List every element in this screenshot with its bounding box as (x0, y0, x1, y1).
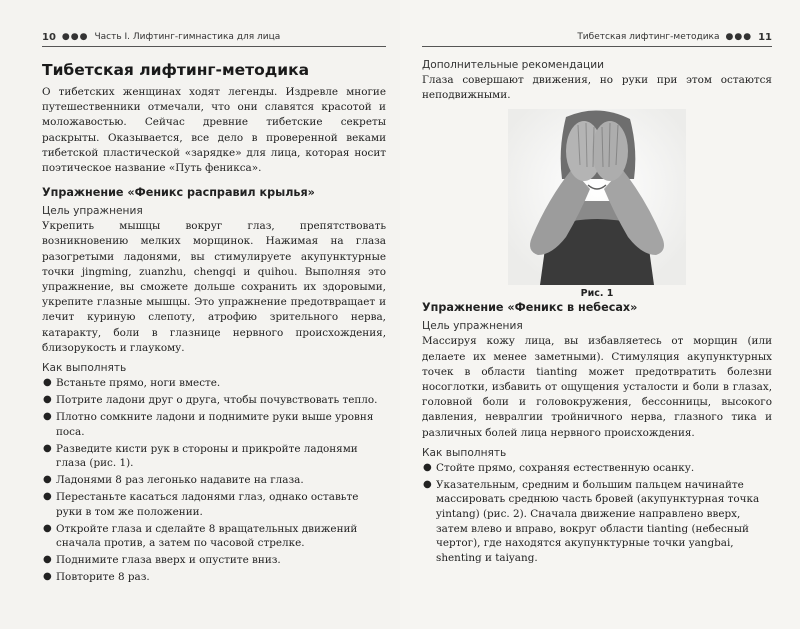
list-item: ● Стойте прямо, сохраняя естественную осанку. (423, 461, 695, 474)
woman-covering-eyes-photo (508, 109, 686, 285)
header-dots: ●●● (725, 32, 753, 42)
bullet-icon: ● (43, 522, 52, 534)
bullet-icon: ● (43, 411, 52, 423)
bullet-icon: ● (43, 474, 52, 486)
steps-list (42, 376, 386, 585)
list-item: ● Перестаньте касаться ладонями глаз, однако оставьте руки в том же положении. (43, 491, 359, 518)
list-item: ● Повторите 8 раз. (43, 571, 150, 584)
extra-heading: Дополнительные рекомендации (422, 59, 604, 71)
bullet-icon: ● (43, 571, 52, 583)
page-number: 10 (42, 31, 56, 43)
intro-paragraph: О тибетских женщинах ходят легенды. Издревле многие путешественники отмечали, что они славятся красотой и моложавостью. Сейчас древние тибетские секреты раскрыты. Оказывается, все дело в проверенной веками тибетской пластической «зарядке» для лица, которая носит поэтическое название «Путь феникса». (42, 86, 386, 175)
list-item: ● Потрите ладони друг о друга, чтобы почувствовать тепло. (43, 394, 378, 407)
goal-paragraph: Массируя кожу лица, вы избавляетесь от морщин (или делаете их менее заметными). Стимуляция акупунктурных точек в области tianting может предотвратить болезни носоглотки, избавить от ощущения усталости и боли в глазах, головной боли и головокружения, бессонницы, высокого давления, невралгии тройничного нерва, глазного тика и различных болей лица нервного происхождения. (422, 335, 772, 439)
goal-heading: Цель упражнения (422, 320, 523, 333)
bullet-icon: ● (423, 478, 432, 490)
page-number: 11 (758, 31, 772, 43)
right-page (400, 0, 800, 629)
steps-list (422, 461, 772, 566)
header-rule (42, 46, 386, 47)
bullet-icon: ● (43, 554, 52, 566)
exercise-title: Упражнение «Феникс в небесах» (422, 301, 638, 315)
running-title: Тибетская лифтинг-методика (577, 32, 720, 42)
running-title: Часть I. Лифтинг-гимнастика для лица (94, 32, 281, 42)
left-page-header (42, 30, 386, 44)
header-dots: ●●● (61, 32, 89, 42)
bullet-icon: ● (43, 377, 52, 389)
figure-caption: Рис. 1 (580, 288, 614, 300)
list-item: ● Разведите кисти рук в стороны и прикройте ладонями глаза (рис. 1). (43, 442, 358, 470)
bullet-icon: ● (423, 461, 432, 473)
list-item: ● Ладонями 8 раз легонько надавите на глаза. (43, 474, 304, 487)
bullet-icon: ● (43, 394, 52, 406)
goal-heading: Цель упражнения (42, 205, 143, 218)
bullet-icon: ● (43, 491, 52, 503)
header-rule (422, 46, 772, 47)
bullet-icon: ● (43, 442, 52, 454)
exercise-title: Упражнение «Феникс расправил крылья» (42, 186, 315, 200)
list-item: ● Поднимите глаза вверх и опустите вниз. (43, 554, 281, 567)
section-title: Тибетская лифтинг-методика (42, 61, 310, 79)
list-item: ● Откройте глаза и сделайте 8 вращательных движений сначала против, а затем по часовой стрелке. (43, 522, 358, 550)
howto-heading: Как выполнять (422, 446, 507, 459)
list-item: ● Встаньте прямо, ноги вместе. (43, 377, 221, 390)
howto-heading: Как выполнять (42, 362, 127, 375)
goal-paragraph: Укрепить мышцы вокруг глаз, препятствовать возникновению мелких морщинок. Нажимая на глаза разогретыми ладонями, вы стимулируете акупунктурные точки jingming, zuanzhu, chengqi и quihou. Выполняя это упражнение, вы сможете дольше сохранить их здоровыми, укрепите глазные мышцы. Это упражнение предотвращает и лечит куриную слепоту, атрофию зрительного нерва, катаракту, боли в глазнице нервного происхождения, близорукость и глаукому. (42, 220, 386, 354)
figure-photo (508, 109, 686, 285)
list-item: ● Указательным, средним и большим пальцем начинайте массировать среднюю часть бровей (акупунктурная точка yintang) (рис. 2). Сначала движение направлено вверх, затем влево и вправо, вокруг области tianting (небесный чертог), где находятся акупунктурные точки yangbai, shenting и taiyang. (423, 478, 760, 564)
list-item: ● Плотно сомкните ладони и поднимите руки выше уровня поса. (43, 411, 374, 438)
extra-paragraph: Глаза совершают движения, но руки при этом остаются неподвижными. (422, 74, 772, 102)
right-page-header (422, 30, 772, 44)
